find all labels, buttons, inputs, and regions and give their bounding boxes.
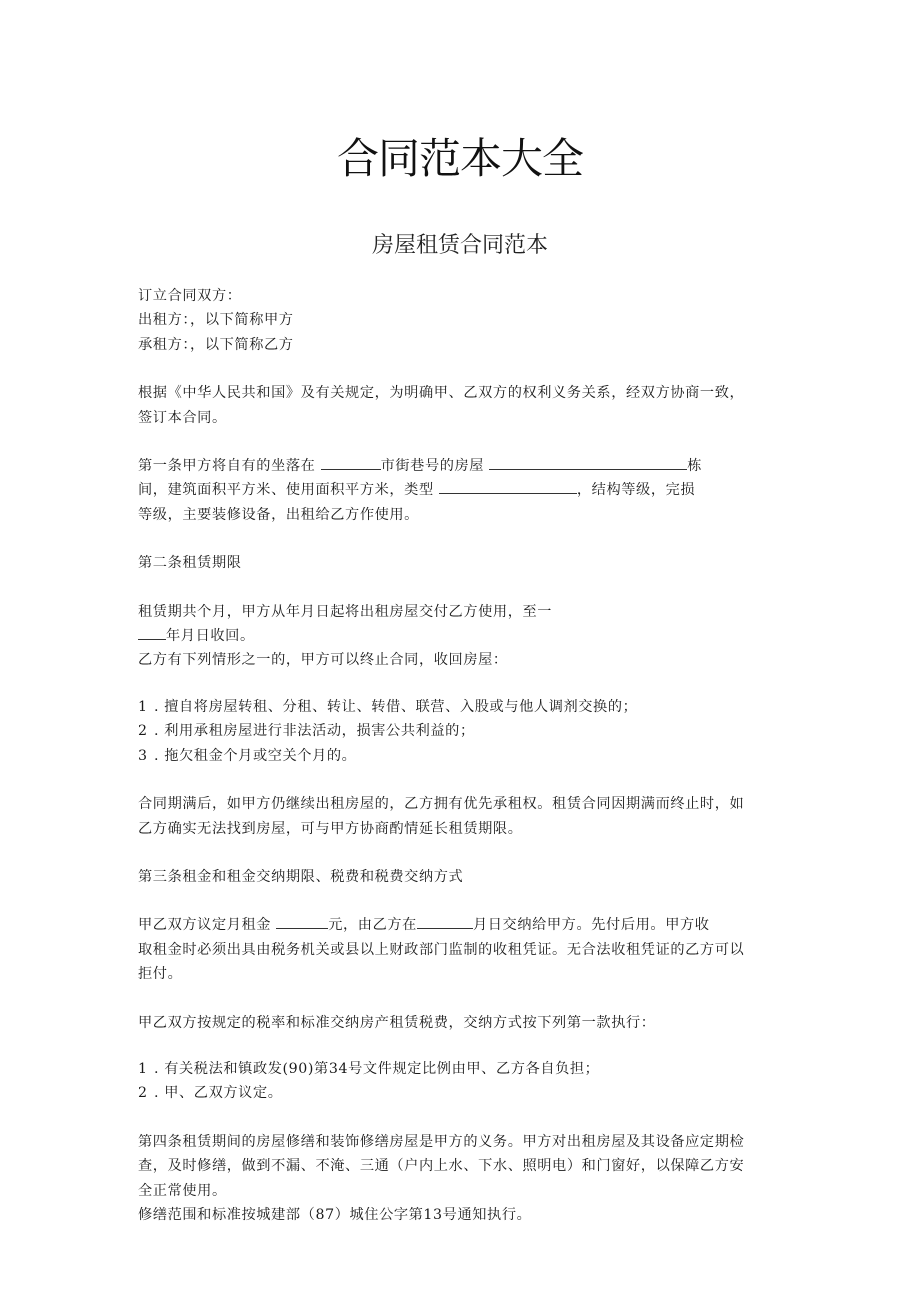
- article4-line: 全正常使用。: [138, 1182, 227, 1199]
- parties-intro: 订立合同双方：: [138, 288, 242, 304]
- rent-line: 甲乙双方议定月租金 元，由乙方在 月日交纳给甲方。先付后用。甲方收: [138, 917, 710, 934]
- list-item: 1 . 擅自将房屋转租、分租、转让、转借、联营、入股或与他人调剂交换的；: [138, 698, 638, 715]
- article2-line: 租赁期共个月，甲方从年月日起将出租房屋交付乙方使用，至一: [138, 603, 553, 620]
- article4-line: 查，及时修缮，做到不漏、不淹、三通（户内上水、下水、照明电）和门窗好，以保障乙方安: [138, 1158, 745, 1175]
- blank-field: [138, 626, 166, 640]
- article4-line: 第四条租赁期间的房屋修缮和装饰修缮房屋是甲方的义务。甲方对出租房屋及其设备应定期检: [138, 1133, 745, 1150]
- main-title: 合同范本大全: [336, 134, 583, 183]
- article1-line: 间，建筑面积平方米、使用面积平方米，类型 ，结构等级，完损: [138, 482, 696, 499]
- sub-title: 房屋租赁合同范本: [371, 233, 548, 258]
- contract-body: [138, 284, 778, 1227]
- article2-line: 乙方有下列情形之一的，甲方可以终止合同，收回房屋：: [138, 652, 508, 669]
- rent-line: 拒付。: [138, 966, 183, 983]
- blank-field: [417, 915, 473, 929]
- lessee-line: 承租方：，以下简称乙方: [138, 336, 294, 353]
- article2-line: 年月日收回。: [138, 624, 778, 648]
- lessor-line: 出租方：，以下简称甲方: [138, 312, 294, 329]
- article1-line: 第一条甲方将自有的坐落在 市街巷号的房屋 栋: [138, 458, 703, 475]
- article3-heading: 第三条租金和租金交纳期限、税费和税费交纳方式: [138, 868, 464, 885]
- article1-line: 等级，主要装修设备，出租给乙方作使用。: [138, 506, 419, 523]
- article2-heading: 第二条租赁期限: [138, 555, 242, 572]
- list-item: 1 . 有关税法和镇政发(90)第34号文件规定比例由甲、乙方各自负担；: [138, 1060, 600, 1077]
- blank-field: [489, 456, 687, 470]
- tax-intro: 甲乙双方按规定的税率和标准交纳房产租赁税费，交纳方式按下列第一款执行：: [138, 1014, 656, 1031]
- article4-line: 修缮范围和标准按城建部（87）城住公字第13号通知执行。: [138, 1206, 532, 1223]
- blank-field: [276, 915, 328, 929]
- list-item: 2 . 甲、乙双方议定。: [138, 1085, 283, 1102]
- renew-line: 合同期满后，如甲方仍继续出租房屋的，乙方拥有优先承租权。租赁合同因期满而终止时，如: [138, 796, 745, 813]
- list-item: 3 . 拖欠租金个月或空关个月的。: [138, 747, 357, 764]
- preamble-line: 签订本合同。: [138, 409, 227, 426]
- renew-line: 乙方确实无法找到房屋，可与甲方协商酌情延长租赁期限。: [138, 820, 523, 837]
- list-item: 2 . 利用承租房屋进行非法活动，损害公共利益的；: [138, 723, 475, 740]
- rent-line: 取租金时必须出具由税务机关或县以上财政部门监制的收租凭证。无合法收租凭证的乙方可以: [138, 941, 745, 958]
- blank-field: [439, 480, 577, 494]
- blank-field: [321, 456, 381, 470]
- preamble-line: 根据《中华人民共和国》及有关规定，为明确甲、乙双方的权利义务关系，经双方协商一致，: [138, 385, 745, 402]
